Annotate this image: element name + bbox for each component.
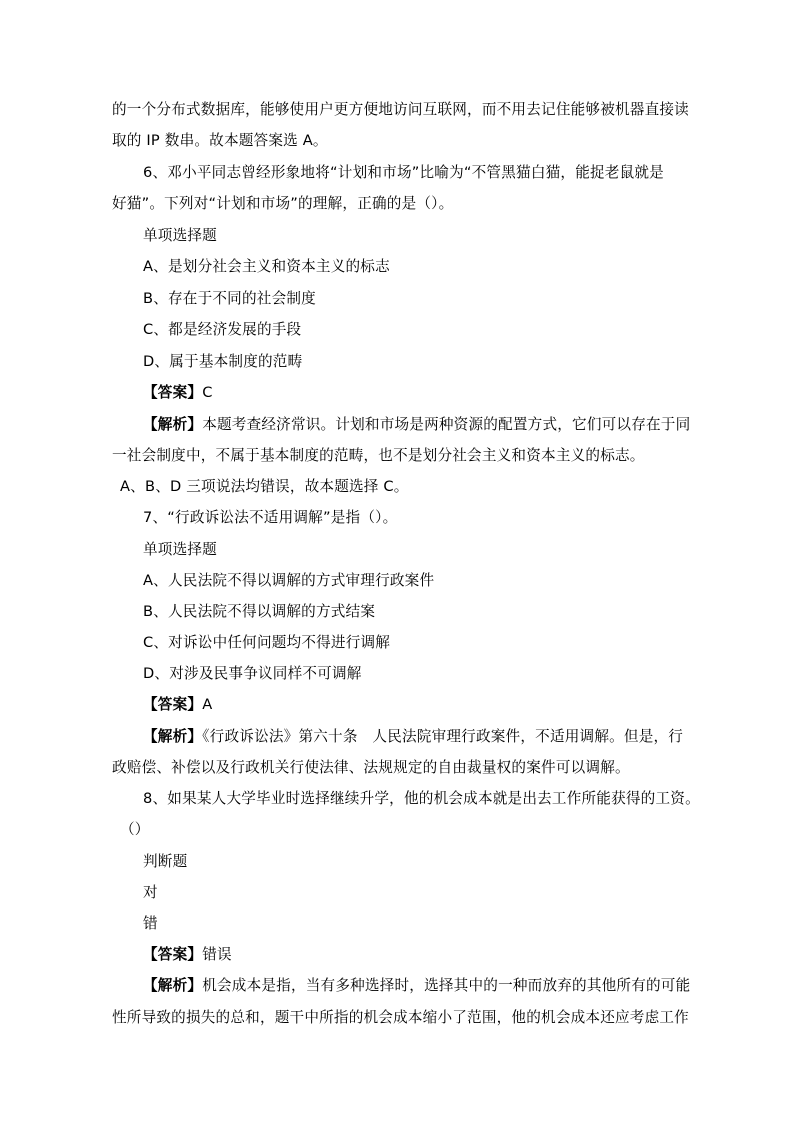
question-7-option-d: D、对涉及民事争议同样不可调解 [143,665,362,682]
answer-label: 【答案】 [143,946,203,963]
question-6-stem-cont: 好猫”。下列对“计划和市场”的理解，正确的是（）。 [112,195,454,212]
question-6-analysis-cont: 一社会制度中，不属于基本制度的范畴，也不是划分社会主义和资本主义的标志。 [112,447,645,464]
question-8-option-false: 错 [143,915,158,932]
question-8-answer [143,945,232,965]
question-7-analysis-cont: 政赔偿、补偿以及行政机关行使法律、法规规定的自由裁量权的案件可以调解。 [112,759,630,776]
question-6-analysis [143,415,690,435]
question-6-analysis-cont: A、B、D 三项说法均错误，故本题选择 C。 [120,478,409,495]
question-6-stem: 6、邓小平同志曾经形象地将“计划和市场”比喻为“不管黑猫白猫，能捉老鼠就是 [143,164,664,181]
question-6-option-b: B、存在于不同的社会制度 [143,290,316,307]
question-7-option-a: A、人民法院不得以调解的方式审理行政案件 [143,572,435,589]
question-8-analysis [143,976,690,996]
analysis-text: 《行政诉讼法》第六十条 人民法院审理行政案件，不适用调解。但是，行 [202,728,684,745]
question-6-option-c: C、都是经济发展的手段 [143,321,302,338]
question-7-analysis [143,727,683,747]
question-6-option-a: A、是划分社会主义和资本主义的标志 [143,258,390,275]
question-8-option-true: 对 [143,884,158,901]
question-6-option-d: D、属于基本制度的范畴 [143,353,303,370]
question-7-type: 单项选择题 [143,541,217,558]
question-8-stem: 8、如果某人大学毕业时选择继续升学，他的机会成本就是出去工作所能获得的工资。 [143,790,700,807]
question-6-type: 单项选择题 [143,227,217,244]
answer-label: 【答案】 [143,696,203,713]
analysis-text: 本题考查经济常识。计划和市场是两种资源的配置方式，它们可以存在于同 [202,416,691,433]
question-7-answer [143,695,212,715]
question-6-answer [143,383,213,403]
question-7-option-b: B、人民法院不得以调解的方式结案 [143,603,376,620]
answer-value: 错误 [202,946,232,963]
answer-value: A [202,696,213,713]
analysis-label: 【解析】 [143,728,203,745]
question-8-stem-cont: （） [120,821,150,838]
question-8-type: 判断题 [143,853,188,870]
question-7-option-c: C、对诉讼中任何问题均不得进行调解 [143,634,391,651]
answer-label: 【答案】 [143,384,203,401]
answer-value: C [202,384,213,401]
analysis-text: 机会成本是指，当有多种选择时，选择其中的一种而放弃的其他所有的可能 [202,977,691,994]
question-8-analysis-cont: 性所导致的损失的总和，题干中所指的机会成本缩小了范围，他的机会成本还应考虑工作 [112,1009,689,1026]
question-7-stem: 7、“行政诉讼法不适用调解”是指（）。 [143,509,398,526]
analysis-label: 【解析】 [143,416,203,433]
paragraph-line: 取的 IP 数串。故本题答案选 A。 [112,132,328,149]
analysis-label: 【解析】 [143,977,203,994]
paragraph-line: 的一个分布式数据库，能够使用户更方便地访问互联网，而不用去记住能够被机器直接读 [112,101,689,118]
